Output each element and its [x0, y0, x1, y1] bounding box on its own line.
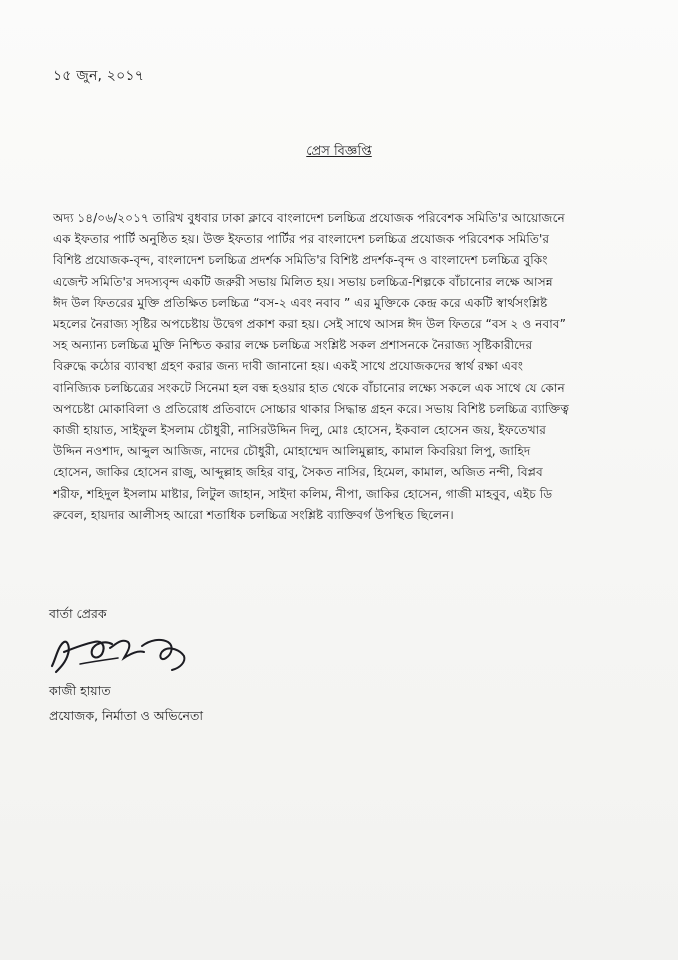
body-line: ঈদ উল ফিতরের মুক্তি প্রতিক্ষিত চলচ্চিত্র “বস-২ এবং নবাব ” এর মুক্তিকে কেন্দ্র করে একটি স্বার্থসংশ্লিষ্ট [53, 295, 548, 310]
body-line: এজেন্ট সমিতি'র সদস্যবৃন্দ একটি জরুরী সভায় মিলিত হয়। সভায় চলচ্চিত্র-শিল্পকে বাঁচানোর লক্ষে আসন্ন [53, 274, 553, 289]
document-date: ১৫ জুন, ২০১৭ [53, 68, 144, 84]
press-release-body [53, 208, 625, 544]
body-line: বিশিষ্ট প্রযোজক-বৃন্দ, বাংলাদেশ চলচ্চিত্র প্রদর্শক সমিতি'র বিশিষ্ট প্রদর্শক-বৃন্দ ও বাংলাদেশ চলচ্চিত্র বুকিং [53, 253, 548, 268]
body-line: বানিজ্যিক চলচ্চিত্রের সংকটে সিনেমা হল বন্ধ হওয়ার হাত থেকে বাঁচানোর লক্ষ্যে সকলে এক সাথে যে কোন [53, 380, 565, 395]
signature-stroke [80, 658, 118, 664]
body-line: সহ অন্যান্য চলচ্চিত্র মুক্তি নিশ্চিত করার লক্ষে চলচ্চিত্র সংশ্লিষ্ট সকল প্রশাসনকে নৈরাজ্য সৃষ্টিকারীদের [53, 338, 533, 353]
body-line: হোসেন, জাকির হোসেন রাজু, আব্দুল্লাহ জহির বাবু, সৈকত নাসির, হিমেল, কামাল, অজিত নন্দী, বিপ্লব [53, 465, 543, 480]
body-line: বিরুদ্ধে কঠোর ব্যাবস্থা গ্রহণ করার জন্য দাবী জানানো হয়। একই সাথে প্রযোজকদের স্বার্থ রক্ষা এবং [53, 359, 524, 374]
body-line: রুবেল, হায়দার আলীসহ আরো শতাধিক চলচ্চিত্র সংশ্লিষ্ট ব্যাক্তিবর্গ উপস্থিত ছিলেন। [53, 507, 454, 522]
body-line: মহলের নৈরাজ্য সৃষ্টির অপচেষ্টায় উদ্বেগ প্রকাশ করা হয়। সেই সাথে আসন্ন ঈদ উল ফিতরে “বস ২ ও নবাব” [53, 317, 566, 332]
signature-stroke [52, 642, 69, 672]
body-line: শরীফ, শহিদুল ইসলাম মাষ্টার, লিটুল জাহান, সাইদা কলিম, নীপা, জাকির হোসেন, গাজী মাহবুব, এইচ ডি [53, 486, 553, 501]
body-line: কাজী হায়াত, সাইফুল ইসলাম চৌধুরী, নাসিরউদ্দিন দিলু, মোঃ হোসেন, ইকবাল হোসেন জয়, ইফতেখার [53, 423, 546, 438]
document-heading: প্রেস বিজ্ঞপ্তি [306, 144, 372, 159]
body-line: অপচেষ্টা মোকাবিলা ও প্রতিরোধ প্রতিবাদে সোচ্চার থাকার সিদ্ধান্ত গ্রহন করে। সভায় বিশিষ্ট চলচ্চিত্র ব্যাক্তিত্ব [53, 401, 569, 416]
body-line: উদ্দিন নওশাদ, আব্দুল আজিজ, নাদের চৌধুরী, মোহাম্মেদ আলিমুল্লাহ, কামাল কিবরিয়া লিপু, জাহিদ [53, 444, 531, 459]
signer-title: প্রযোজক, নির্মাতা ও অভিনেতা [49, 708, 204, 723]
sender-label: বার্তা প্রেরক [49, 606, 107, 621]
signature-stroke [110, 641, 144, 658]
body-line: এক ইফতার পার্টি অনুষ্ঠিত হয়। উক্ত ইফতার পার্টির পর বাংলাদেশ চলচ্চিত্র প্রযোজক পরিবেশক সমিতি'র [53, 232, 550, 247]
signature-stroke [64, 642, 112, 658]
handwritten-signature [46, 624, 196, 682]
signer-name: কাজী হায়াত [49, 683, 111, 698]
body-line: অদ্য ১৪/০৬/২০১৭ তারিখ বুধবার ঢাকা ক্লাবে বাংলাদেশ চলচ্চিত্র প্রযোজক পরিবেশক সমিতি'র আয়োজনে [53, 211, 565, 225]
signature-stroke [142, 640, 184, 670]
